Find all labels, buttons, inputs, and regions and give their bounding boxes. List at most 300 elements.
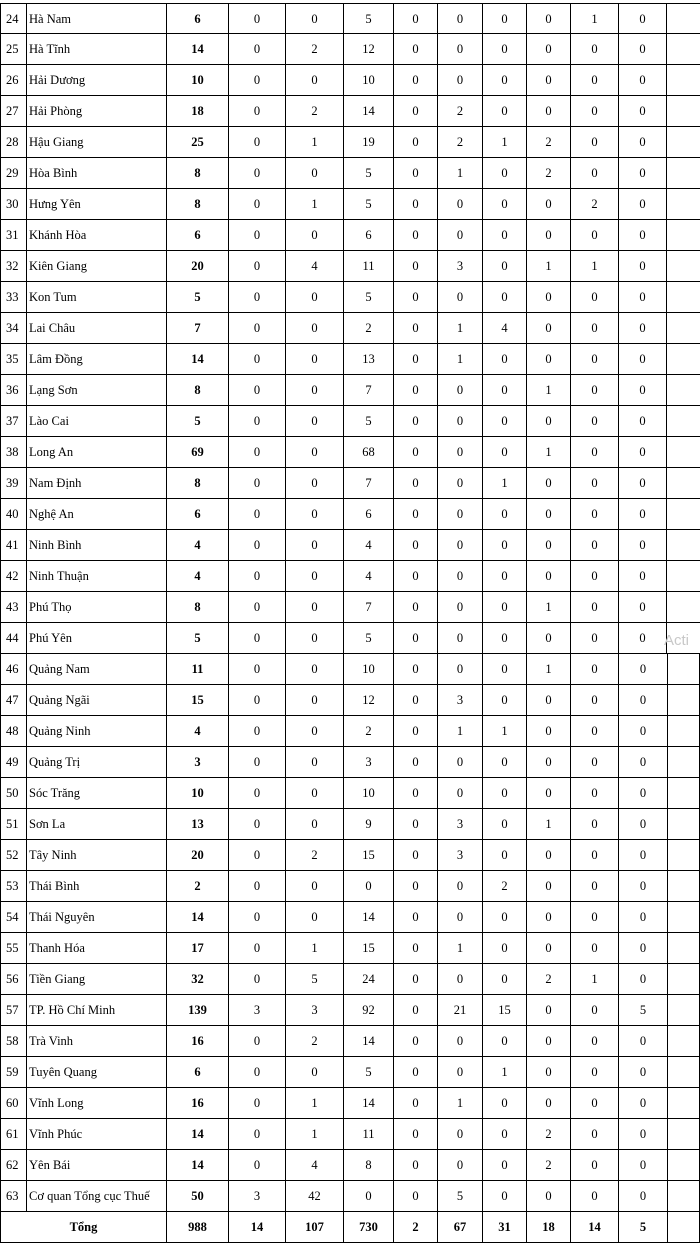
value-cell: 0 — [618, 4, 667, 34]
value-cell: 0 — [285, 499, 343, 529]
value-cell: 0 — [482, 840, 526, 870]
value-cell: 1 — [437, 933, 482, 963]
value-cell: 0 — [228, 468, 285, 498]
extra-empty-cell — [667, 685, 700, 715]
value-cell: 0 — [618, 65, 667, 95]
total-value-cell: 730 — [343, 1212, 393, 1242]
value-cell: 0 — [393, 716, 437, 746]
row-number-cell: 54 — [0, 902, 26, 932]
value-cell: 0 — [437, 778, 482, 808]
value-cell: 0 — [482, 1026, 526, 1056]
table-row — [0, 158, 700, 189]
value-cell: 0 — [437, 1150, 482, 1180]
value-cell: 0 — [570, 1181, 618, 1211]
value-cell: 0 — [570, 344, 618, 374]
value-cell: 0 — [526, 313, 570, 343]
value-cell: 0 — [570, 96, 618, 126]
value-cell: 0 — [618, 840, 667, 870]
extra-empty-cell — [667, 809, 700, 839]
value-cell: 0 — [393, 623, 437, 653]
value-cell: 5 — [343, 1057, 393, 1087]
total-value-cell: 5 — [618, 1212, 667, 1242]
province-name-cell: Vĩnh Long — [26, 1088, 166, 1118]
extra-empty-cell — [667, 778, 700, 808]
value-cell: 5 — [343, 282, 393, 312]
table-row — [0, 1150, 700, 1181]
value-cell: 0 — [570, 685, 618, 715]
value-cell: 0 — [285, 809, 343, 839]
value-cell: 0 — [618, 933, 667, 963]
row-total-cell: 15 — [166, 685, 228, 715]
province-name-cell: Lạng Sơn — [26, 375, 166, 405]
value-cell: 0 — [285, 158, 343, 188]
value-cell: 0 — [285, 375, 343, 405]
province-name-cell: Quảng Ninh — [26, 716, 166, 746]
row-total-cell: 5 — [166, 406, 228, 436]
table-row — [0, 65, 700, 96]
value-cell: 0 — [228, 778, 285, 808]
province-name-cell: Hà Nam — [26, 4, 166, 34]
value-cell: 0 — [228, 716, 285, 746]
value-cell: 14 — [343, 1088, 393, 1118]
value-cell: 0 — [526, 34, 570, 64]
row-total-cell: 32 — [166, 964, 228, 994]
value-cell: 0 — [618, 282, 667, 312]
value-cell: 7 — [343, 375, 393, 405]
row-number-cell: 42 — [0, 561, 26, 591]
row-total-cell: 7 — [166, 313, 228, 343]
row-number-cell: 56 — [0, 964, 26, 994]
value-cell: 15 — [343, 933, 393, 963]
value-cell: 0 — [285, 282, 343, 312]
value-cell: 0 — [228, 375, 285, 405]
value-cell: 0 — [526, 282, 570, 312]
value-cell: 0 — [437, 654, 482, 684]
value-cell: 0 — [570, 375, 618, 405]
value-cell: 0 — [570, 809, 618, 839]
value-cell: 0 — [285, 406, 343, 436]
total-label: Tổng — [0, 1212, 166, 1242]
value-cell: 0 — [437, 375, 482, 405]
value-cell: 0 — [526, 623, 570, 653]
value-cell: 0 — [482, 561, 526, 591]
value-cell: 0 — [526, 840, 570, 870]
value-cell: 0 — [393, 4, 437, 34]
row-number-cell: 62 — [0, 1150, 26, 1180]
row-number-cell: 30 — [0, 189, 26, 219]
value-cell: 1 — [285, 1088, 343, 1118]
value-cell: 0 — [285, 4, 343, 34]
value-cell: 0 — [393, 1057, 437, 1087]
extra-empty-cell — [667, 933, 700, 963]
row-number-cell: 35 — [0, 344, 26, 374]
value-cell: 0 — [437, 282, 482, 312]
row-number-cell: 40 — [0, 499, 26, 529]
value-cell: 0 — [228, 933, 285, 963]
row-total-cell: 8 — [166, 592, 228, 622]
row-number-cell: 50 — [0, 778, 26, 808]
total-value-cell: 18 — [526, 1212, 570, 1242]
value-cell: 3 — [437, 685, 482, 715]
value-cell: 7 — [343, 592, 393, 622]
row-number-cell: 57 — [0, 995, 26, 1025]
value-cell: 2 — [526, 158, 570, 188]
value-cell: 1 — [437, 344, 482, 374]
province-name-cell: Trà Vinh — [26, 1026, 166, 1056]
value-cell: 0 — [285, 654, 343, 684]
value-cell: 0 — [228, 747, 285, 777]
value-cell: 4 — [285, 1150, 343, 1180]
value-cell: 2 — [343, 313, 393, 343]
table-row — [0, 871, 700, 902]
value-cell: 1 — [570, 4, 618, 34]
value-cell: 0 — [228, 406, 285, 436]
row-number-cell: 34 — [0, 313, 26, 343]
value-cell: 1 — [482, 716, 526, 746]
value-cell: 0 — [570, 1150, 618, 1180]
province-name-cell: Hà Tĩnh — [26, 34, 166, 64]
value-cell: 0 — [618, 530, 667, 560]
value-cell: 0 — [570, 499, 618, 529]
value-cell: 0 — [285, 778, 343, 808]
value-cell: 3 — [285, 995, 343, 1025]
value-cell: 0 — [526, 96, 570, 126]
extra-empty-cell — [667, 964, 700, 994]
value-cell: 42 — [285, 1181, 343, 1211]
value-cell: 0 — [228, 499, 285, 529]
value-cell: 0 — [393, 592, 437, 622]
value-cell: 2 — [285, 1026, 343, 1056]
value-cell: 0 — [482, 1088, 526, 1118]
value-cell: 0 — [618, 313, 667, 343]
value-cell: 0 — [618, 592, 667, 622]
row-number-cell: 39 — [0, 468, 26, 498]
value-cell: 0 — [618, 1150, 667, 1180]
value-cell: 0 — [228, 127, 285, 157]
table-row — [0, 778, 700, 809]
value-cell: 0 — [570, 313, 618, 343]
value-cell: 0 — [526, 1181, 570, 1211]
value-cell: 5 — [343, 4, 393, 34]
value-cell: 0 — [570, 220, 618, 250]
value-cell: 0 — [482, 437, 526, 467]
value-cell: 0 — [285, 871, 343, 901]
value-cell: 0 — [285, 716, 343, 746]
value-cell: 0 — [437, 4, 482, 34]
province-name-cell: Khánh Hòa — [26, 220, 166, 250]
value-cell: 0 — [526, 933, 570, 963]
grand-total-cell: 988 — [166, 1212, 228, 1242]
value-cell: 0 — [285, 530, 343, 560]
value-cell: 0 — [618, 561, 667, 591]
value-cell: 0 — [482, 685, 526, 715]
value-cell: 0 — [393, 499, 437, 529]
value-cell: 2 — [482, 871, 526, 901]
value-cell: 68 — [343, 437, 393, 467]
value-cell: 0 — [618, 437, 667, 467]
value-cell: 0 — [393, 344, 437, 374]
value-cell: 0 — [570, 468, 618, 498]
value-cell: 5 — [343, 623, 393, 653]
value-cell: 0 — [570, 747, 618, 777]
value-cell: 3 — [228, 1181, 285, 1211]
value-cell: 4 — [482, 313, 526, 343]
value-cell: 0 — [393, 251, 437, 281]
province-name-cell: Sơn La — [26, 809, 166, 839]
value-cell: 0 — [482, 282, 526, 312]
row-total-cell: 20 — [166, 251, 228, 281]
table-row — [0, 220, 700, 251]
table-row — [0, 809, 700, 840]
province-name-cell: Ninh Bình — [26, 530, 166, 560]
value-cell: 0 — [228, 251, 285, 281]
value-cell: 0 — [437, 1119, 482, 1149]
value-cell: 3 — [437, 840, 482, 870]
value-cell: 2 — [285, 96, 343, 126]
province-name-cell: Long An — [26, 437, 166, 467]
value-cell: 3 — [437, 251, 482, 281]
value-cell: 4 — [285, 251, 343, 281]
table-row — [0, 747, 700, 778]
row-total-cell: 139 — [166, 995, 228, 1025]
province-name-cell: Kiên Giang — [26, 251, 166, 281]
value-cell: 0 — [570, 1026, 618, 1056]
value-cell: 0 — [482, 1119, 526, 1149]
value-cell: 0 — [285, 747, 343, 777]
value-cell: 0 — [228, 623, 285, 653]
province-name-cell: Thanh Hóa — [26, 933, 166, 963]
province-name-cell: Quảng Ngãi — [26, 685, 166, 715]
value-cell: 0 — [285, 685, 343, 715]
row-number-cell: 61 — [0, 1119, 26, 1149]
table-row — [0, 1088, 700, 1119]
value-cell: 1 — [285, 189, 343, 219]
value-cell: 0 — [393, 964, 437, 994]
value-cell: 0 — [482, 592, 526, 622]
value-cell: 0 — [393, 809, 437, 839]
value-cell: 0 — [228, 654, 285, 684]
extra-empty-cell — [667, 1150, 700, 1180]
value-cell: 0 — [482, 251, 526, 281]
row-total-cell: 8 — [166, 158, 228, 188]
value-cell: 0 — [393, 1088, 437, 1118]
total-value-cell: 31 — [482, 1212, 526, 1242]
value-cell: 19 — [343, 127, 393, 157]
province-name-cell: Lào Cai — [26, 406, 166, 436]
value-cell: 0 — [228, 96, 285, 126]
value-cell: 0 — [228, 1088, 285, 1118]
value-cell: 0 — [526, 344, 570, 374]
value-cell: 0 — [393, 933, 437, 963]
value-cell: 0 — [570, 1088, 618, 1118]
value-cell: 0 — [570, 1057, 618, 1087]
value-cell: 0 — [618, 251, 667, 281]
value-cell: 0 — [482, 964, 526, 994]
value-cell: 0 — [570, 716, 618, 746]
value-cell: 0 — [437, 871, 482, 901]
value-cell: 0 — [618, 96, 667, 126]
province-name-cell: Tuyên Quang — [26, 1057, 166, 1087]
value-cell: 0 — [285, 344, 343, 374]
value-cell: 12 — [343, 685, 393, 715]
value-cell: 0 — [228, 561, 285, 591]
province-name-cell: Phú Yên — [26, 623, 166, 653]
value-cell: 0 — [228, 344, 285, 374]
value-cell: 0 — [618, 468, 667, 498]
value-cell: 0 — [228, 34, 285, 64]
value-cell: 0 — [526, 189, 570, 219]
value-cell: 0 — [618, 716, 667, 746]
value-cell: 0 — [482, 623, 526, 653]
value-cell: 0 — [393, 406, 437, 436]
province-name-cell: Tiền Giang — [26, 964, 166, 994]
value-cell: 0 — [285, 220, 343, 250]
value-cell: 14 — [343, 96, 393, 126]
value-cell: 2 — [526, 964, 570, 994]
value-cell: 0 — [526, 530, 570, 560]
value-cell: 2 — [437, 96, 482, 126]
row-number-cell: 58 — [0, 1026, 26, 1056]
value-cell: 0 — [570, 654, 618, 684]
value-cell: 0 — [393, 1150, 437, 1180]
value-cell: 5 — [343, 406, 393, 436]
value-cell: 11 — [343, 251, 393, 281]
value-cell: 0 — [285, 1057, 343, 1087]
value-cell: 1 — [526, 251, 570, 281]
value-cell: 1 — [285, 127, 343, 157]
value-cell: 0 — [618, 809, 667, 839]
table-row — [0, 406, 700, 437]
value-cell: 1 — [570, 964, 618, 994]
total-value-cell: 14 — [228, 1212, 285, 1242]
province-name-cell: TP. Hồ Chí Minh — [26, 995, 166, 1025]
extra-empty-cell — [667, 1057, 700, 1087]
value-cell: 0 — [570, 778, 618, 808]
value-cell: 0 — [393, 530, 437, 560]
total-value-cell: 2 — [393, 1212, 437, 1242]
value-cell: 0 — [526, 871, 570, 901]
value-cell: 0 — [526, 499, 570, 529]
value-cell: 0 — [526, 995, 570, 1025]
table-row — [0, 995, 700, 1026]
value-cell: 0 — [393, 127, 437, 157]
value-cell: 2 — [526, 127, 570, 157]
value-cell: 0 — [526, 220, 570, 250]
value-cell: 0 — [393, 747, 437, 777]
value-cell: 92 — [343, 995, 393, 1025]
row-number-cell: 55 — [0, 933, 26, 963]
value-cell: 0 — [437, 623, 482, 653]
value-cell: 0 — [437, 468, 482, 498]
row-total-cell: 3 — [166, 747, 228, 777]
extra-empty-cell — [667, 902, 700, 932]
row-total-cell: 4 — [166, 530, 228, 560]
province-name-cell: Lai Châu — [26, 313, 166, 343]
value-cell: 1 — [526, 592, 570, 622]
row-number-cell: 26 — [0, 65, 26, 95]
row-number-cell: 63 — [0, 1181, 26, 1211]
value-cell: 0 — [393, 1026, 437, 1056]
value-cell: 2 — [570, 189, 618, 219]
value-cell: 3 — [343, 747, 393, 777]
province-name-cell: Tây Ninh — [26, 840, 166, 870]
province-name-cell: Ninh Thuận — [26, 561, 166, 591]
value-cell: 0 — [393, 437, 437, 467]
value-cell: 0 — [393, 96, 437, 126]
value-cell: 12 — [343, 34, 393, 64]
row-number-cell: 41 — [0, 530, 26, 560]
row-number-cell: 29 — [0, 158, 26, 188]
value-cell: 0 — [526, 902, 570, 932]
table-row — [0, 375, 700, 406]
value-cell: 1 — [482, 468, 526, 498]
value-cell: 0 — [570, 840, 618, 870]
row-total-cell: 50 — [166, 1181, 228, 1211]
value-cell: 0 — [570, 34, 618, 64]
value-cell: 0 — [228, 220, 285, 250]
table-row — [0, 685, 700, 716]
value-cell: 5 — [343, 189, 393, 219]
table-row — [0, 933, 700, 964]
value-cell: 0 — [526, 747, 570, 777]
row-total-cell: 11 — [166, 654, 228, 684]
value-cell: 0 — [343, 871, 393, 901]
value-cell: 0 — [393, 654, 437, 684]
value-cell: 0 — [618, 220, 667, 250]
row-total-cell: 4 — [166, 716, 228, 746]
province-name-cell: Nam Định — [26, 468, 166, 498]
row-total-cell: 8 — [166, 189, 228, 219]
row-total-cell: 8 — [166, 468, 228, 498]
value-cell: 1 — [570, 251, 618, 281]
table-row — [0, 964, 700, 995]
row-number-cell: 31 — [0, 220, 26, 250]
value-cell: 2 — [285, 34, 343, 64]
row-number-cell: 59 — [0, 1057, 26, 1087]
value-cell: 2 — [343, 716, 393, 746]
value-cell: 0 — [482, 747, 526, 777]
value-cell: 0 — [228, 530, 285, 560]
value-cell: 10 — [343, 654, 393, 684]
value-cell: 0 — [482, 96, 526, 126]
table-row — [0, 189, 700, 220]
province-name-cell: Thái Bình — [26, 871, 166, 901]
row-number-cell: 49 — [0, 747, 26, 777]
value-cell: 0 — [618, 1057, 667, 1087]
value-cell: 0 — [437, 902, 482, 932]
value-cell: 0 — [393, 158, 437, 188]
value-cell: 0 — [618, 747, 667, 777]
value-cell: 0 — [482, 65, 526, 95]
value-cell: 0 — [618, 623, 667, 653]
value-cell: 0 — [570, 158, 618, 188]
table-row — [0, 716, 700, 747]
value-cell: 0 — [228, 189, 285, 219]
value-cell: 0 — [482, 189, 526, 219]
value-cell: 1 — [526, 654, 570, 684]
value-cell: 0 — [437, 1026, 482, 1056]
row-number-cell: 24 — [0, 4, 26, 34]
value-cell: 7 — [343, 468, 393, 498]
extra-empty-cell — [667, 654, 700, 684]
row-total-cell: 5 — [166, 282, 228, 312]
row-total-cell: 2 — [166, 871, 228, 901]
value-cell: 15 — [343, 840, 393, 870]
value-cell: 0 — [393, 778, 437, 808]
table-row — [0, 1181, 700, 1212]
value-cell: 2 — [526, 1119, 570, 1149]
value-cell: 1 — [437, 716, 482, 746]
